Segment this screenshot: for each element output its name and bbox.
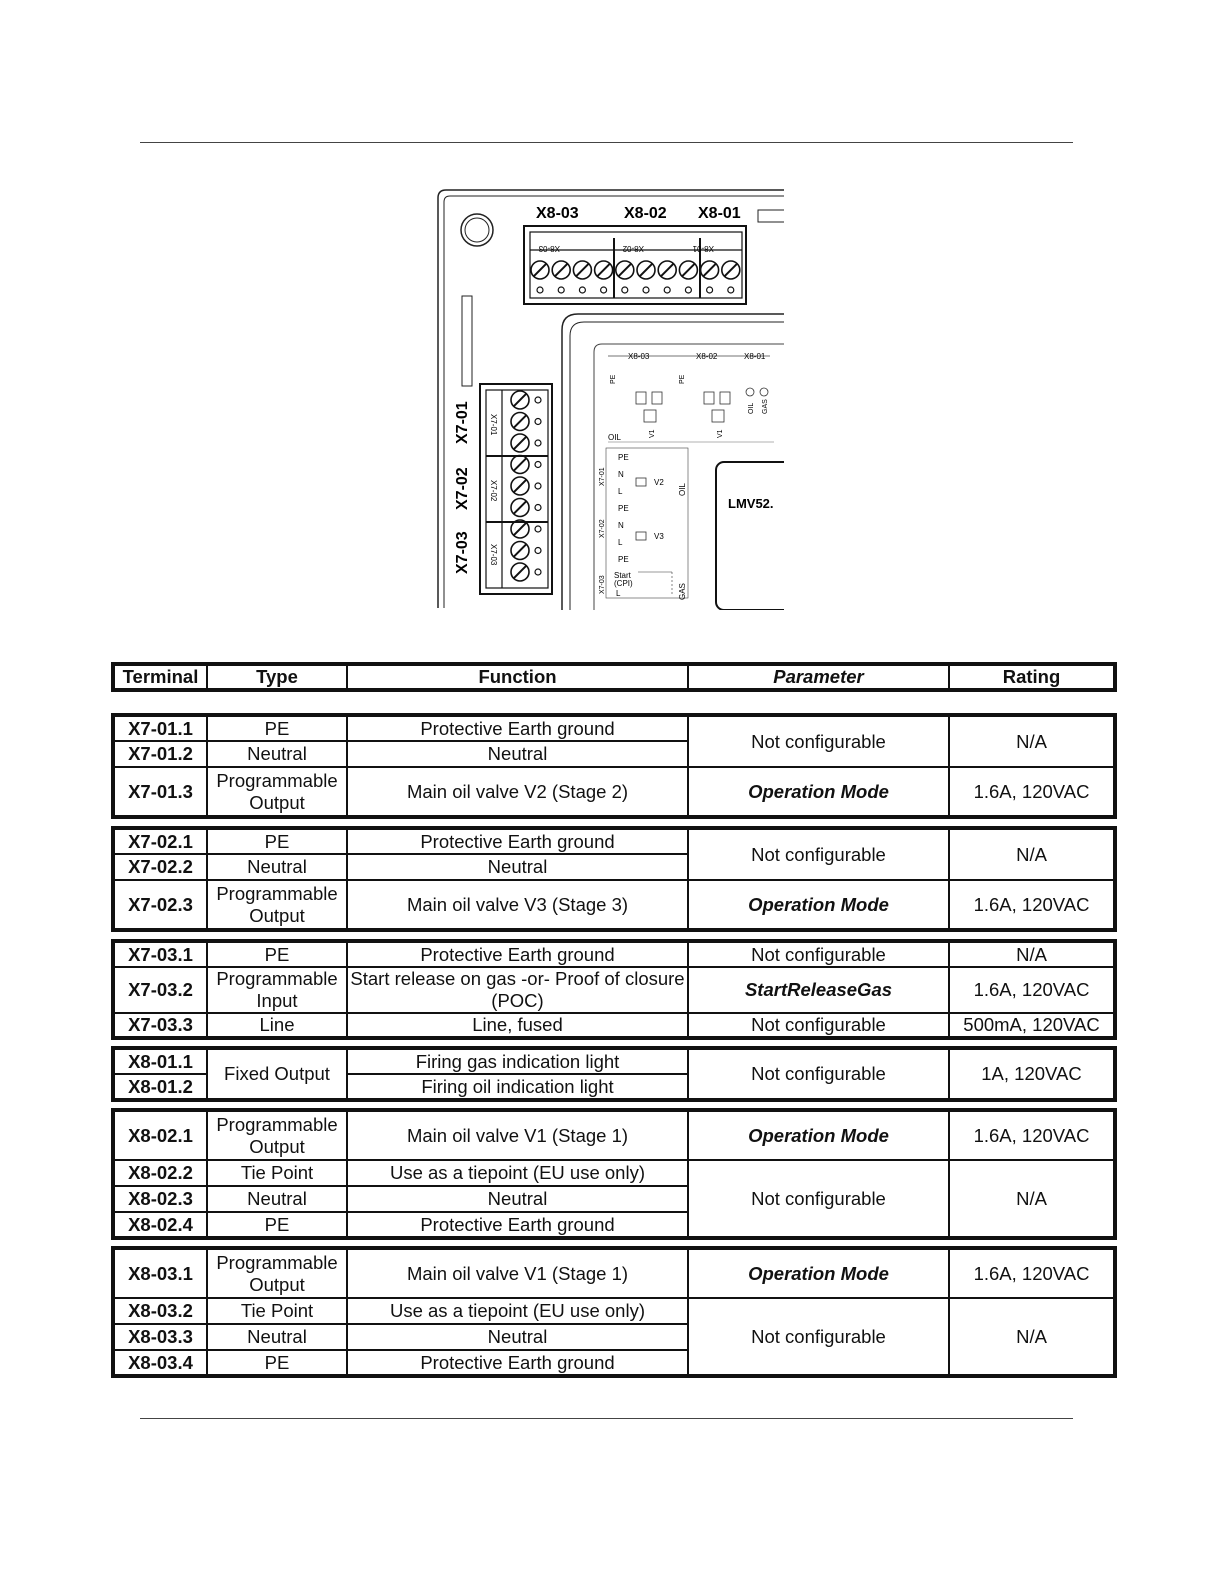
schematic-oil: OIL (608, 433, 621, 442)
terminal-cell: X7-03.3 (113, 1013, 207, 1038)
function-cell: Protective Earth ground (347, 1212, 688, 1238)
schematic-oil-side: OIL (678, 483, 687, 496)
schematic-v3: V3 (654, 532, 664, 541)
terminal-diagram (432, 186, 784, 610)
terminal-hole (535, 483, 541, 489)
terminal-cell: X8-03.2 (113, 1298, 207, 1324)
parameter-cell: Not configurable (688, 715, 949, 767)
x8-01-small-label: X8-01 (692, 244, 714, 253)
type-cell: Neutral (207, 1186, 347, 1212)
function-cell: Firing oil indication light (347, 1074, 688, 1100)
function-cell: Use as a tiepoint (EU use only) (347, 1298, 688, 1324)
terminal-hole (535, 548, 541, 554)
terminal-cell: X7-03.2 (113, 967, 207, 1013)
terminal-hole (728, 287, 734, 293)
type-cell: Tie Point (207, 1298, 347, 1324)
function-cell: Neutral (347, 741, 688, 767)
schematic-l-2: L (618, 538, 623, 547)
group-x7-01 (111, 713, 1117, 819)
header-rating: Rating (949, 664, 1115, 690)
screw-icon (552, 261, 570, 279)
type-cell: PE (207, 1212, 347, 1238)
function-cell: Start release on gas -or- Proof of closure (POC) (347, 967, 688, 1013)
schematic-n-2: N (618, 521, 624, 530)
function-cell: Neutral (347, 854, 688, 880)
terminal-hole (537, 287, 543, 293)
function-cell: Firing gas indication light (347, 1048, 688, 1074)
function-cell: Main oil valve V1 (Stage 1) (347, 1110, 688, 1160)
schematic-pe-1: PE (618, 453, 629, 462)
screw-icon (722, 261, 740, 279)
schematic-x8-03: X8-03 (628, 352, 650, 361)
header-type: Type (207, 664, 347, 690)
screw-icon (511, 391, 529, 409)
header-function: Function (347, 664, 688, 690)
schematic-x7-01: X7-01 (599, 467, 606, 486)
parameter-cell: StartReleaseGas (688, 967, 949, 1013)
schematic-gas: GAS (678, 583, 687, 600)
x8-01-label: X8-01 (698, 205, 741, 222)
terminal-cell: X7-02.1 (113, 828, 207, 854)
rating-cell: 1.6A, 120VAC (949, 1110, 1115, 1160)
table-header (111, 662, 1117, 692)
schematic-v2: V2 (654, 478, 664, 487)
schematic (599, 352, 784, 610)
type-cell: Neutral (207, 1324, 347, 1350)
type-cell: PE (207, 1350, 347, 1376)
screw-icon (511, 563, 529, 581)
rating-cell: N/A (949, 828, 1115, 880)
x8-03-label: X8-03 (536, 205, 579, 222)
terminal-cell: X7-03.1 (113, 941, 207, 967)
terminal-hole (535, 526, 541, 532)
schematic-x7-02: X7-02 (599, 519, 606, 538)
parameter-cell: Not configurable (688, 1048, 949, 1100)
function-cell: Main oil valve V3 (Stage 3) (347, 880, 688, 930)
terminal-cell: X8-02.4 (113, 1212, 207, 1238)
terminal-hole (535, 419, 541, 425)
terminal-hole (535, 505, 541, 511)
group-x8-02 (111, 1108, 1117, 1240)
x7-03-small-label: X7-03 (489, 544, 498, 566)
parameter-cell: Not configurable (688, 1160, 949, 1238)
parameter-cell: Operation Mode (688, 880, 949, 930)
type-cell: Neutral (207, 854, 347, 880)
rating-cell: 1.6A, 120VAC (949, 767, 1115, 817)
terminal-hole (601, 287, 607, 293)
type-cell: PE (207, 828, 347, 854)
type-cell: Programmable Output (207, 767, 347, 817)
screw-icon (616, 261, 634, 279)
rating-cell: 1.6A, 120VAC (949, 967, 1115, 1013)
rating-cell: 500mA, 120VAC (949, 1013, 1115, 1038)
terminal-hole (685, 287, 691, 293)
x8-terminal-block (524, 226, 746, 304)
type-cell: Programmable Output (207, 1248, 347, 1298)
schematic-v1-b: V1 (717, 429, 724, 438)
function-cell: Neutral (347, 1324, 688, 1350)
schematic-pe-b: PE (679, 374, 686, 384)
schematic-pe-2: PE (618, 504, 629, 513)
rating-cell: N/A (949, 1298, 1115, 1376)
function-cell: Protective Earth ground (347, 828, 688, 854)
function-cell: Protective Earth ground (347, 1350, 688, 1376)
type-cell: PE (207, 715, 347, 741)
terminal-cell: X8-02.3 (113, 1186, 207, 1212)
type-cell: Programmable Output (207, 880, 347, 930)
terminal-cell: X8-01.1 (113, 1048, 207, 1074)
terminal-cell: X8-03.1 (113, 1248, 207, 1298)
terminal-hole (558, 287, 564, 293)
model-label: LMV52. (728, 496, 774, 511)
type-cell: Line (207, 1013, 347, 1038)
terminal-hole (535, 569, 541, 575)
rating-cell: 1.6A, 120VAC (949, 1248, 1115, 1298)
screw-icon (511, 499, 529, 517)
parameter-cell: Not configurable (688, 1013, 949, 1038)
schematic-l-3: L (616, 589, 621, 598)
function-cell: Protective Earth ground (347, 715, 688, 741)
x8-03-small-label: X8-03 (538, 244, 560, 253)
screw-icon (511, 456, 529, 474)
x7-02-small-label: X7-02 (489, 480, 498, 502)
parameter-cell: Not configurable (688, 941, 949, 967)
rating-cell: 1A, 120VAC (949, 1048, 1115, 1100)
parameter-cell: Not configurable (688, 828, 949, 880)
function-cell: Line, fused (347, 1013, 688, 1038)
x7-03-label: X7-03 (454, 531, 471, 574)
terminal-hole (535, 397, 541, 403)
screw-icon (679, 261, 697, 279)
screw-icon (701, 261, 719, 279)
screw-icon (511, 477, 529, 495)
rating-cell: N/A (949, 941, 1115, 967)
top-rule (140, 142, 1073, 143)
type-cell: PE (207, 941, 347, 967)
parameter-cell: Not configurable (688, 1298, 949, 1376)
schematic-gas-lamp: GAS (762, 399, 769, 414)
screw-icon (511, 413, 529, 431)
group-x7-03 (111, 939, 1117, 1040)
screw-icon (658, 261, 676, 279)
function-cell: Protective Earth ground (347, 941, 688, 967)
screw-icon (595, 261, 613, 279)
screw-icon (573, 261, 591, 279)
schematic-x8-02: X8-02 (696, 352, 718, 361)
terminal-hole (535, 462, 541, 468)
schematic-x7-03: X7-03 (599, 575, 606, 594)
parameter-cell: Operation Mode (688, 1248, 949, 1298)
rating-cell: 1.6A, 120VAC (949, 880, 1115, 930)
terminal-cell: X8-01.2 (113, 1074, 207, 1100)
type-cell: Fixed Output (207, 1048, 347, 1100)
header-terminal: Terminal (113, 664, 207, 690)
terminal-hole (643, 287, 649, 293)
bottom-rule (140, 1418, 1073, 1419)
screw-icon (511, 434, 529, 452)
terminal-hole (622, 287, 628, 293)
schematic-cpi: (CPI) (614, 579, 633, 588)
function-cell: Main oil valve V2 (Stage 2) (347, 767, 688, 817)
screw-icon (637, 261, 655, 279)
x7-01-small-label: X7-01 (489, 414, 498, 436)
schematic-pe-a: PE (610, 374, 617, 384)
function-cell: Use as a tiepoint (EU use only) (347, 1160, 688, 1186)
terminal-cell: X8-03.3 (113, 1324, 207, 1350)
rating-cell: N/A (949, 1160, 1115, 1238)
schematic-v1-a: V1 (649, 429, 656, 438)
terminal-cell: X7-01.2 (113, 741, 207, 767)
terminal-cell: X8-02.1 (113, 1110, 207, 1160)
x7-01-label: X7-01 (454, 401, 471, 444)
schematic-start: Start (614, 571, 631, 580)
group-x8-01 (111, 1046, 1117, 1102)
x8-02-label: X8-02 (624, 205, 667, 222)
x7-terminal-block (480, 384, 552, 594)
terminal-hole (535, 440, 541, 446)
terminal-cell: X8-03.4 (113, 1350, 207, 1376)
schematic-pe-3: PE (618, 555, 629, 564)
terminal-cell: X7-02.3 (113, 880, 207, 930)
screw-icon (531, 261, 549, 279)
x7-02-label: X7-02 (454, 467, 471, 510)
function-cell: Neutral (347, 1186, 688, 1212)
terminal-cell: X7-02.2 (113, 854, 207, 880)
screw-icon (511, 542, 529, 560)
type-cell: Tie Point (207, 1160, 347, 1186)
x8-02-small-label: X8-02 (622, 244, 644, 253)
header-parameter: Parameter (688, 664, 949, 690)
terminal-hole (707, 287, 713, 293)
parameter-cell: Operation Mode (688, 1110, 949, 1160)
terminal-hole (664, 287, 670, 293)
schematic-oil-lamp: OIL (748, 402, 755, 414)
type-cell: Neutral (207, 741, 347, 767)
type-cell: Programmable Output (207, 1110, 347, 1160)
schematic-n-1: N (618, 470, 624, 479)
rating-cell: N/A (949, 715, 1115, 767)
terminal-cell: X8-02.2 (113, 1160, 207, 1186)
type-cell: Programmable Input (207, 967, 347, 1013)
terminal-cell: X7-01.3 (113, 767, 207, 817)
terminal-cell: X7-01.1 (113, 715, 207, 741)
group-x7-02 (111, 826, 1117, 932)
schematic-x8-01: X8-01 (744, 352, 766, 361)
function-cell: Main oil valve V1 (Stage 1) (347, 1248, 688, 1298)
terminal-hole (579, 287, 585, 293)
group-x8-03 (111, 1246, 1117, 1378)
parameter-cell: Operation Mode (688, 767, 949, 817)
schematic-l-1: L (618, 487, 623, 496)
